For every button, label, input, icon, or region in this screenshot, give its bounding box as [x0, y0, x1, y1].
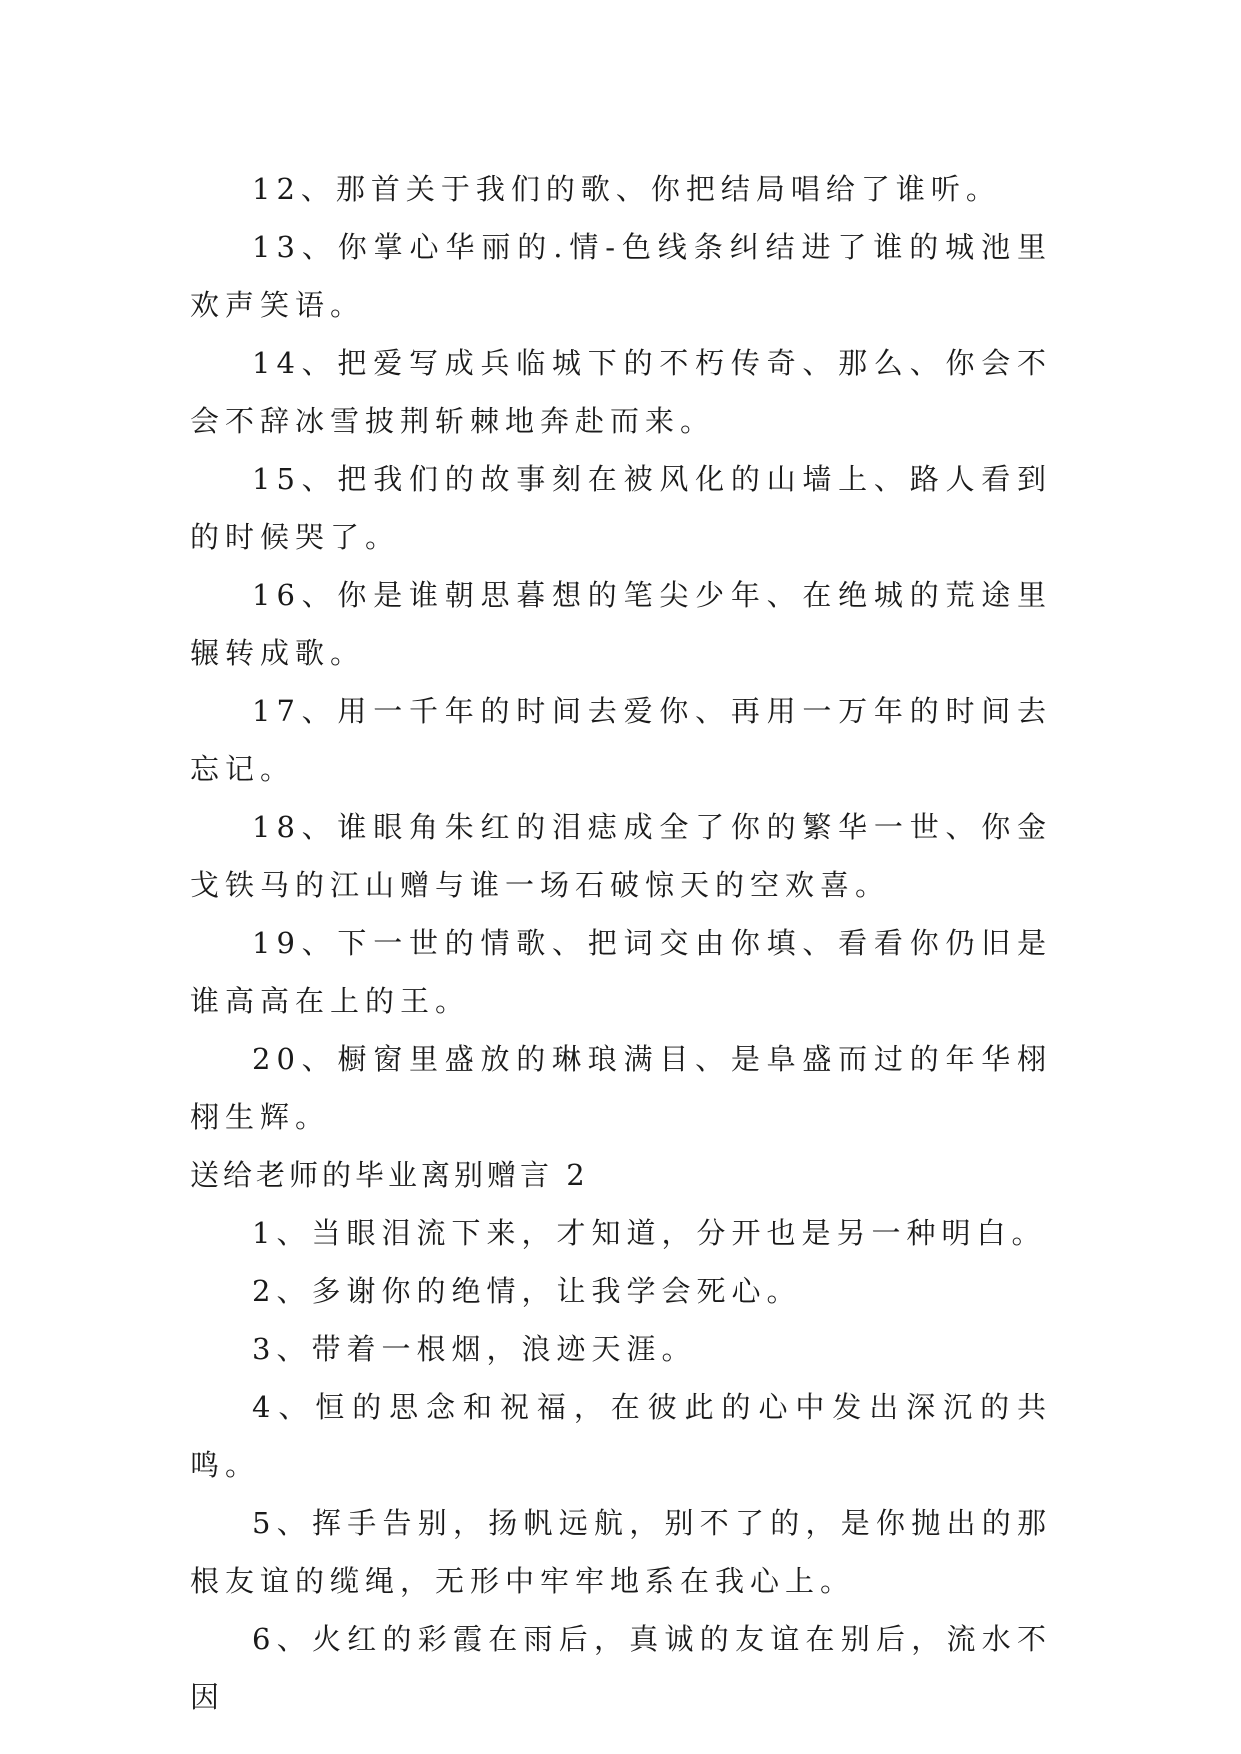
list-item: 13、你掌心华丽的.情-色线条纠结进了谁的城池里欢声笑语。 [190, 230, 1052, 322]
section-heading: 送给老师的毕业离别赠言 2 [190, 1158, 589, 1192]
list-item: 3、带着一根烟，浪迹天涯。 [252, 1332, 697, 1366]
document-body [190, 160, 1052, 1726]
list-item: 12、那首关于我们的歌、你把结局唱给了谁听。 [252, 172, 1001, 206]
list-item: 19、下一世的情歌、把词交由你填、看看你仍旧是谁高高在上的王。 [190, 926, 1052, 1018]
list-item: 5、挥手告别，扬帆远航，别不了的，是你抛出的那根友谊的缆绳，无形中牢牢地系在我心上。 [190, 1506, 1052, 1598]
list-item: 4、恒的思念和祝福，在彼此的心中发出深沉的共鸣。 [190, 1390, 1052, 1482]
list-item: 17、用一千年的时间去爱你、再用一万年的时间去忘记。 [190, 694, 1052, 786]
list-item: 18、谁眼角朱红的泪痣成全了你的繁华一世、你金戈铁马的江山赠与谁一场石破惊天的空欢喜。 [190, 810, 1052, 902]
list-item: 14、把爱写成兵临城下的不朽传奇、那么、你会不会不辞冰雪披荆斩棘地奔赴而来。 [190, 346, 1052, 438]
list-item: 6、火红的彩霞在雨后，真诚的友谊在别后，流水不因 [190, 1622, 1052, 1714]
list-item: 2、多谢你的绝情，让我学会死心。 [252, 1274, 802, 1308]
list-item: 1、当眼泪流下来，才知道，分开也是另一种明白。 [252, 1216, 1047, 1250]
list-item: 15、把我们的故事刻在被风化的山墙上、路人看到的时候哭了。 [190, 462, 1052, 554]
list-item: 16、你是谁朝思暮想的笔尖少年、在绝城的荒途里辗转成歌。 [190, 578, 1052, 670]
list-item: 20、橱窗里盛放的琳琅满目、是阜盛而过的年华栩栩生辉。 [190, 1042, 1052, 1134]
